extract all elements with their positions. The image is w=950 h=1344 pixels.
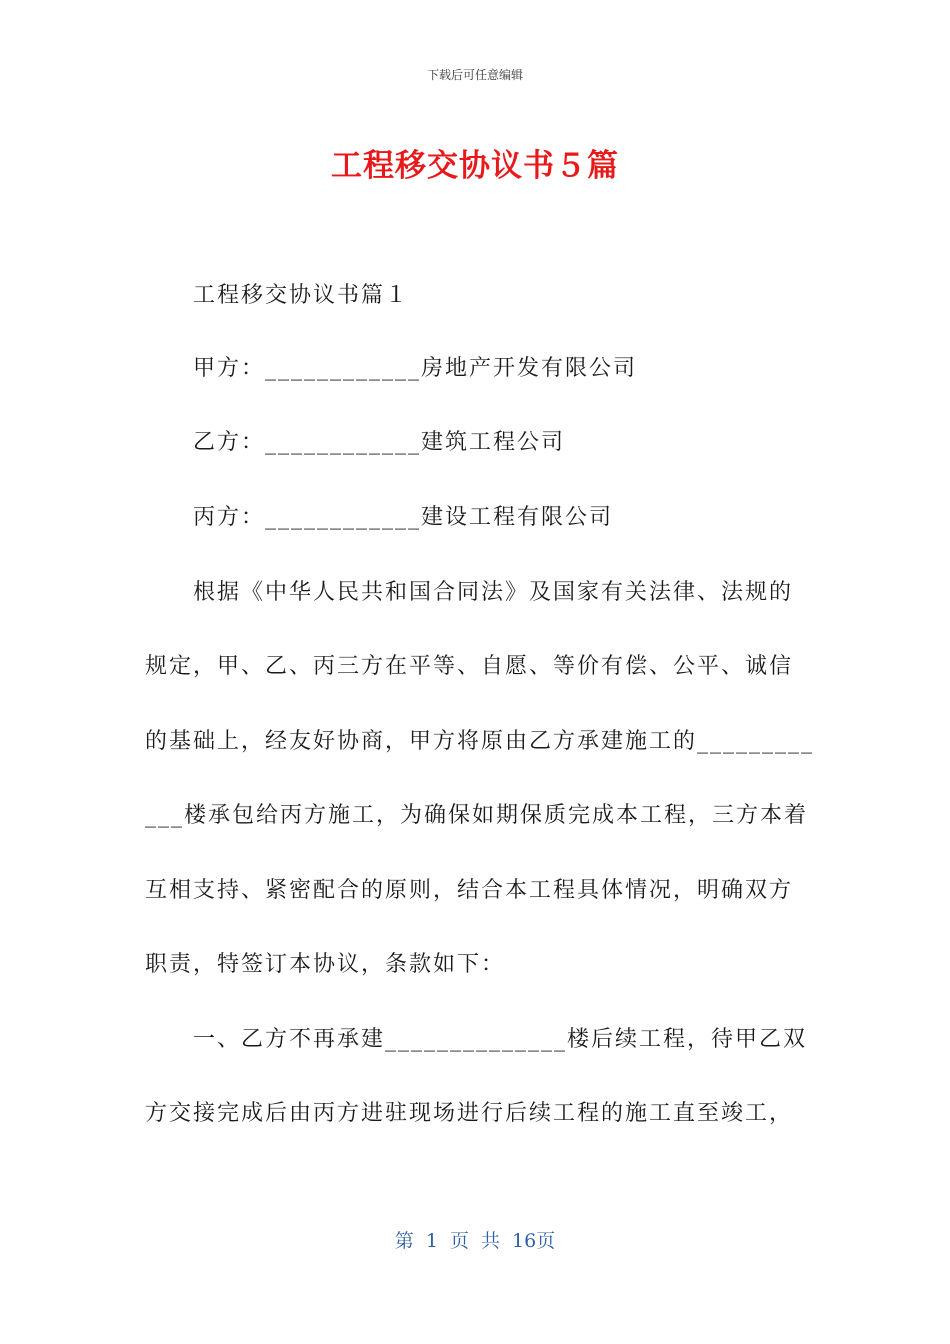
- party-b-line: 乙方：____________建筑工程公司: [193, 430, 566, 455]
- paragraph-line: 职责，特签订本协议，条款如下：: [145, 952, 506, 977]
- section-heading: 工程移交协议书篇１: [193, 283, 410, 308]
- page-indicator: 第 1 页 共 16页: [394, 1230, 556, 1252]
- paragraph-line: 的基础上，经友好协商，甲方将原由乙方承建施工的_________: [145, 729, 815, 754]
- paragraph-line: 根据《中华人民共和国合同法》及国家有关法律、法规的: [193, 580, 794, 605]
- party-a-line: 甲方：____________房地产开发有限公司: [193, 356, 638, 381]
- header-note: 下载后可任意编辑: [426, 68, 523, 82]
- document-title: 工程移交协议书５篇: [331, 148, 619, 184]
- paragraph-line: 互相支持、紧密配合的原则，结合本工程具体情况，明确双方: [145, 878, 794, 903]
- clause-line: 方交接完成后由丙方进驻现场进行后续工程的施工直至竣工，: [145, 1101, 794, 1126]
- paragraph-line: ___楼承包给丙方施工，为确保如期保质完成本工程，三方本着: [145, 803, 809, 828]
- paragraph-line: 规定，甲、乙、丙三方在平等、自愿、等价有偿、公平、诚信: [145, 654, 794, 679]
- party-c-line: 丙方：____________建设工程有限公司: [193, 505, 614, 530]
- clause-line: 一、乙方不再承建______________楼后续工程，待甲乙双: [193, 1027, 808, 1052]
